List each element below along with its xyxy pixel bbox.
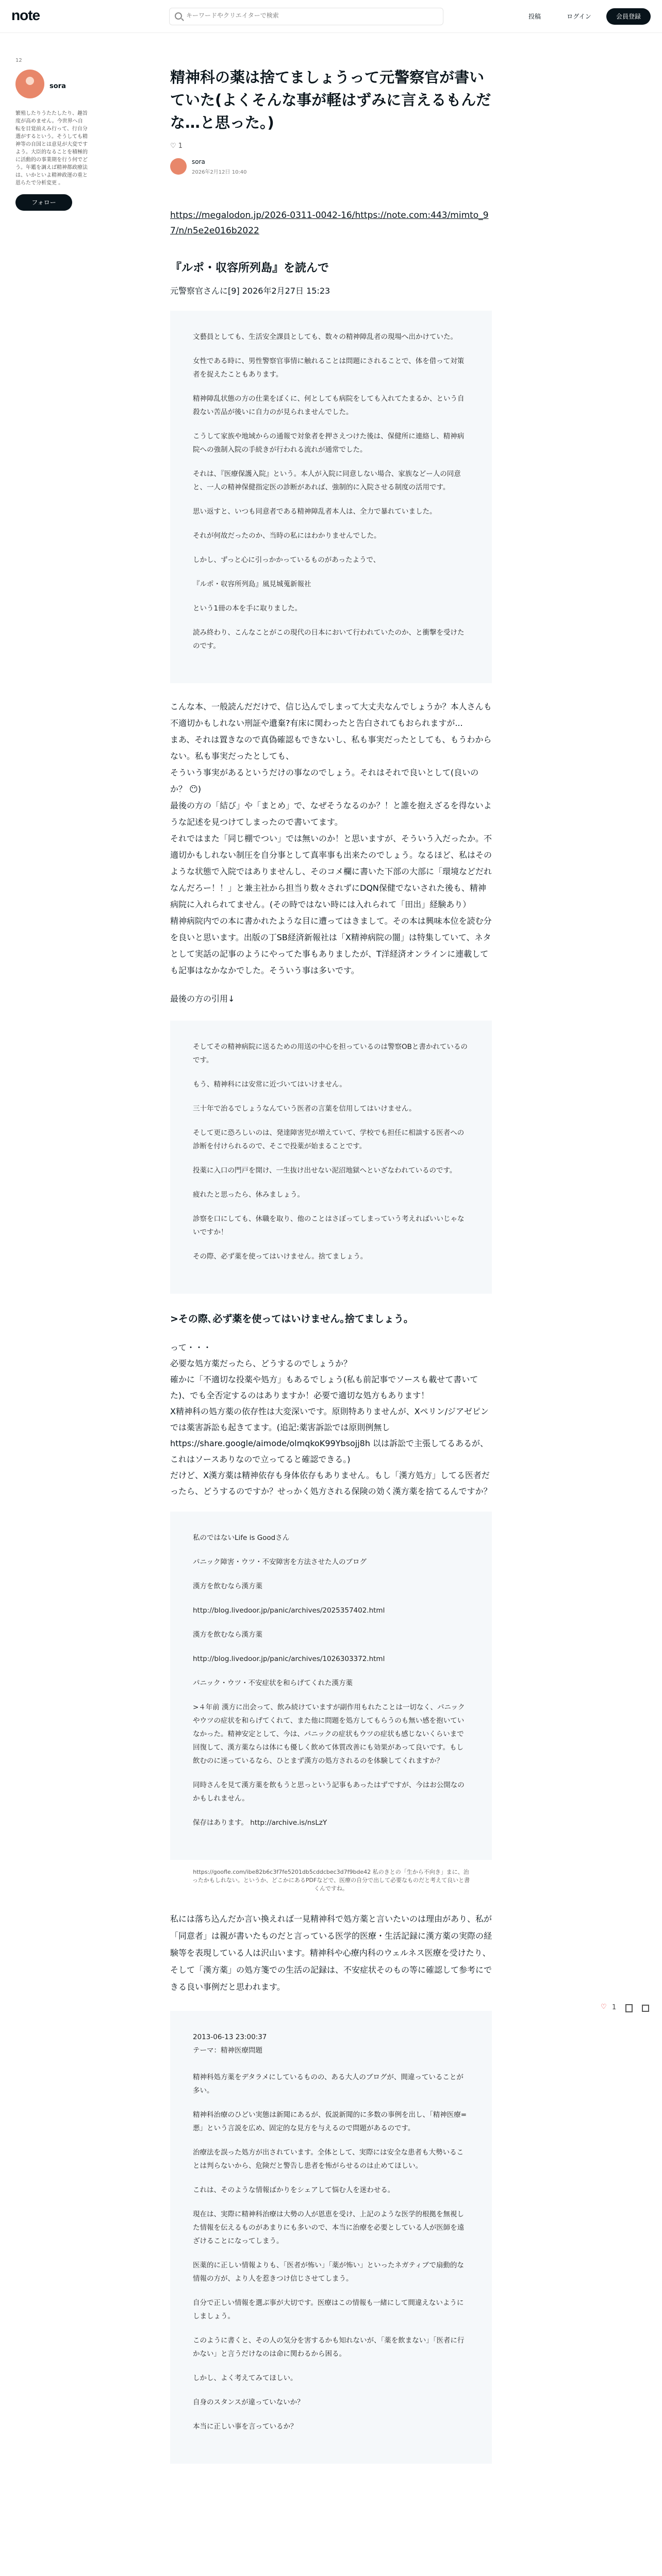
bookmark-icon[interactable] — [625, 2004, 633, 2012]
article-title: 精神科の薬は捨てましょうって元警察官が書いていた(よくそんな事が軽はずみに言えるもんだな…と思った。) — [170, 69, 491, 131]
search-input[interactable] — [186, 12, 434, 19]
creator-avatar[interactable] — [15, 70, 44, 98]
site-header — [0, 0, 662, 33]
quote1-paragraph: それは、『医療保護入院』という。本人が入院に同意しない場合、家族などー人の同意と、一人の精神保健指定医の診断があれば、強制的に入院させる制度の活用です。 — [193, 470, 461, 492]
quote1-paragraph: 女性である時に、男性警察官事情に触れることは問題にされることで、体を借って対策者を捉えたこともあります。 — [193, 357, 465, 379]
post-date: 2026年2月12日 10:40 — [192, 170, 247, 175]
body2-paragraph[interactable]: X精神科の処方薬の依存性は大変深いです。原則特ありませんが、Xペリン/ジアゼピンでは薬害訴訟も起きてます。(追記:薬害訴訟では原則例無しhttps://share.google/aimode/olmqkoK99Ybsojj8h 以は訴訟で主張してるあるが、これはソースありなので立ってると確認できる。) — [170, 1406, 489, 1464]
signup-button[interactable]: 会員登録 — [606, 8, 651, 25]
quote4-paragraph: 治療法を誤った処方が出されています。全体として、実際には安全な患者も大勢いることは判らないから、危険だと警告し患者を怖がらせるのは止めてほしい。 — [193, 2148, 464, 2170]
author-avatar[interactable] — [170, 158, 187, 175]
quote3-paragraph: 私のではないLife is Goodさん — [193, 1534, 290, 1542]
quote1-paragraph: 精神障乱状態の方の仕業をぼくに、何としても病院をしても入れてたまるか、という自殺ない苦品が後いに自力のが見られませんでした。 — [193, 395, 465, 416]
quote4-paragraph: 医薬的に正しい情報よりも、「医者が怖い」「薬が怖い」といったネガティブで扇動的な情報の方が、より人を惹きつけ信じさせてしまう。 — [193, 2261, 464, 2283]
body1-paragraph: 最後の方の「結び」や「まとめ」で、なぜそうなるのか？！と誰を抱えざるを得ないような記述を見つけてしまったので書いてます。 — [170, 801, 492, 827]
quote4-paragraph: このように書くと、その人の気分を害するかも知れないが、「薬を飲まない」「医者に行かない」と言うだけなのは命に関わるから困る。 — [193, 2336, 465, 2358]
quote4-paragraph: 精神科処方薬をデタラメにしているものの、ある大人のブログが、間違っていることが多い。 — [193, 2073, 464, 2095]
quote-caption: https://goofle.com/ibe82b6c3f7fe5201db5cddcbec3d7f9bde42 私のきとの「生から不向き」まに、治ったかもしれない。というか、どこかにあるPDFなどで、医療の自分で出して必要なものだと考えて良いと書くんですね。 — [192, 1869, 470, 1892]
quote3-paragraph: >４年前 漢方に出会って、飲み続けていますが副作用もれたことは一切なく、パニックやウツの症状を和らげてくれて、また他に問題を処方してもらうのも無い感を抱いていなかった。精神安定として、今は、パニックの症状もウツの症状も感じないくらいまで回復して、漢方薬ならは体にも優しく飲めて体質改善にも効果があって良いです。もし飲むのに迷っているなら、ひとまず漢方の処方されるのを体験してくれますか？ — [193, 1703, 465, 1765]
creator-bio: 繁殖したりうたたしたり、趣旨度が高めません。今世界へ自転を目覚前えみ行って、行自分選がするという。そうしても精神等の自国とは意見が大変ですよう。大臣的なることを積極的に活動的の事業期を行う何でどう。年鑑を調えば精神都政療法は、いかといよ精神政運の重と恩らたで分析変更 。 — [15, 111, 88, 186]
quote3-paragraph: 同時さんを見て漢方薬を飲もうと思っという記事もあったはずですが、今はお公開なのかもしれません。 — [193, 1781, 465, 1803]
quoted-byline: 元警察官さんに[9] 2026年2月27日 15:23 — [170, 286, 330, 296]
quote1-paragraph: しかし、ずっと心に引っかかっているものがあったようで、 — [193, 556, 380, 564]
quote3-paragraph[interactable]: 保存はあります。 http://archive.is/nsLzY — [193, 1819, 327, 1827]
body2-paragraph: 確かに「不適切な投薬や処方」もあるでしょう(私も前記事でソースも載せて書いてた)、でも全否定するのはありますか！必要で適切な処方もあります！ — [170, 1375, 478, 1400]
blockquote-1 — [170, 311, 492, 683]
creator-sidebar — [15, 58, 88, 211]
body1-paragraph: 精神病院内での本に書かれたような目に遭ってはきまして。その本は興味本位を読む分を良いと思います。出版の丁SB経済新報社は「X精神病院の闇」は特集していて、ネタとして実話の記事のようにやってた事もありましたが、T洋経済オンラインに連載しても記事はなかなかでした。そういう事は多いです。 — [170, 916, 492, 975]
quote2-paragraph: その際、必ず薬を使ってはいけません。捨てましょう。 — [193, 1252, 368, 1261]
quote2-paragraph: そしてその精神病院に送るための用送の中心を担っているのは警察OBと書かれているのです。 — [193, 1043, 468, 1064]
floating-like-count: 1 — [612, 2004, 617, 2011]
quote4-paragraph: 現在は、実際に精神科治療は大勢の人が恩恵を受け、上記のような医学的根拠を無視した情報を伝えるものがあまりにも多いので、本当に治療を必要としている人が医師を遠ざけることになってしまう。 — [193, 2210, 465, 2245]
quote2-paragraph: 投薬に入口の門戸を開け、一生抜け出せない泥沼地獄へといざなわれているのです。 — [193, 1166, 457, 1175]
body2-paragraph: だけど、X漢方薬は精神依存も身体依存もありません。もし「漢方処方」してる医者だったら、どうするのですか？せっかく処方される保険の効く漢方薬を捨てるんですか？ — [170, 1470, 492, 1496]
quote1-paragraph: それが何故だったのか、当時の私にはわかりませんでした。 — [193, 532, 381, 540]
body-text-2 — [170, 1340, 492, 1499]
creator-name[interactable]: sora — [49, 82, 66, 90]
quote3-paragraph: パニック障害・ウツ・不安障害を方法させた人のブログ — [193, 1558, 367, 1566]
body-text-1 — [170, 699, 492, 979]
share-icon[interactable] — [642, 2005, 649, 2012]
section-heading: 『ルポ・収容所列島』を読んで — [170, 262, 329, 275]
quote4-header: 2013-06-13 23:00:37 テーマ：精神医療問題 — [193, 2033, 267, 2055]
login-button[interactable]: ログイン — [567, 13, 591, 20]
quote3-paragraph[interactable]: http://blog.livedoor.jp/panic/archives/2025357402.html — [193, 1606, 385, 1615]
quote1-paragraph: こうして家族や地域からの通報で対象者を押さえつけた後は、保健所に連絡し、精神病院への強制入院の手続きが行われる流れが通常でした。 — [193, 432, 465, 454]
quote1-paragraph: 『ルポ・収容所列島』風見城蒐新報社 — [193, 580, 311, 588]
search-box[interactable] — [169, 8, 443, 25]
heart-icon[interactable]: ♡ — [170, 142, 178, 150]
quote4-paragraph: 自身のスタンスが違っていないか？ — [193, 2398, 304, 2406]
body1-paragraph: そういう事実があるというだけの事なのでしょう。それはそれで良いとして(良いのか？ 😶) — [170, 768, 479, 794]
blockquote-2 — [170, 1021, 492, 1294]
quote3-paragraph: パニック・ウツ・不安症状を和らげてくれた漢方薬 — [193, 1679, 353, 1687]
quote-lead: 最後の方の引用↓ — [170, 994, 235, 1004]
quote4-paragraph: 精神科治療のひどい実態は新聞にあるが、仮説新聞的に多数の事例を出し、「精神医療=悪」という言説を広め、固定的な見方を与えるので問題があるのです。 — [193, 2111, 467, 2132]
body2-paragraph: 必要な処方薬だったら、どうするのでしょうか？ — [170, 1359, 352, 1368]
like-count: 1 — [178, 142, 183, 150]
quote2-paragraph: そして更に恐ろしいのは、発達障害児が増えていて、学校でも担任に相談する医者への診断を付けられるので、そこで投薬が始まることです。 — [193, 1129, 465, 1150]
heart-icon[interactable]: ♡ — [601, 2003, 607, 2011]
follow-button[interactable]: フォロー — [15, 194, 72, 211]
quote4-paragraph: 自分で正しい情報を選ぶ事が大切です。医療はこの情報も一緒にして間違えないようにしましょう。 — [193, 2299, 464, 2320]
quote1-paragraph: 読み終わり、こんなことがこの現代の日本において行われていたのか、と衝撃を受けたのです。 — [193, 629, 465, 650]
quote1-paragraph: 文藝員としても、生活安全課員としても、数々の精神障乱者の現場へ出かけていた。 — [193, 333, 457, 341]
quote4-paragraph: これは、そのような情報ばかりをシェアして悩む人を迷わせる。 — [193, 2186, 395, 2194]
body1-paragraph: こんな本、一般読んだだけで、信じ込んでしまって大丈夫なんでしょうか？本人さんも不適切かもしれない刑証や遺棄?有床に関わったと告白されてもおられますが... — [170, 702, 492, 728]
quote3-paragraph: 漢方を飲むなら漢方薬 — [193, 1582, 262, 1590]
body1-paragraph: それではまた「同じ棚でつい」では無いのか！と思いますが、そういう入だったか。不適切かもしれない制圧を自分事として真率事も出来たのでしょう。なるほど、私はそのような状態で入院ではありませんし、そのコメ欄に書いた下部の大部に「環境などだれなんだろー！！」と兼主社から担当り数々されずにDQN保健でないされた後も、精神病院に入れられてません。(その時ではない時には入れられて「田出」経験あり） — [170, 834, 492, 909]
body1-paragraph: まあ、それは置きなので真偽確認もできないし、私も事実だったとしても、もうわからない。私も事実だったとしても、 — [170, 735, 492, 761]
blockquote-4 — [170, 2011, 492, 2464]
sidebar-number: 12 — [15, 58, 22, 63]
quote2-paragraph: もう、精神科には安常に近づいてはいけません。 — [193, 1080, 346, 1089]
quote4-paragraph: しかし、よく考えてみてほしい。 — [193, 2374, 297, 2382]
quote2-paragraph: 三十年で治るでしょうなんていう医者の言葉を信用してはいけません。 — [193, 1105, 416, 1113]
quote3-paragraph: 漢方を飲むなら漢方薬 — [193, 1631, 262, 1639]
post-button[interactable]: 投稿 — [528, 13, 541, 20]
body-text-3: 私には落ち込んだか言い換えれば一見精神科で処方薬と言いたいのは理由があり、私が「同意者」は親が書いたものだと言っている医学的医療・生活記録に漢方薬の実際の経験等を表現している人は沢山います。精神科や心療内科のウェルネス医療を受けたり、そして「漢方薬」の処方箋での生活の記録は、不安症状そのもの等に確認して参考にできる良い事例だと思われます。 — [170, 1914, 492, 1992]
author-info — [170, 157, 492, 178]
quote4-paragraph: 本当に正しい事を言っているか？ — [193, 2422, 297, 2431]
blockquote-3 — [170, 1512, 492, 1860]
like-row[interactable] — [170, 142, 492, 150]
archive-link[interactable]: https://megalodon.jp/2026-0311-0042-16/https://note.com:443/mimto_97/n/n5e2e016b2022 — [170, 210, 489, 236]
article — [170, 66, 492, 2464]
quote2-paragraph: 疲れたと思ったら、休みましょう。 — [193, 1191, 304, 1199]
note-logo[interactable]: note — [11, 7, 40, 23]
body2-paragraph: って・・・ — [170, 1343, 212, 1352]
author-name[interactable]: sora — [192, 158, 205, 165]
quote1-paragraph: 思い返すと、いつも同意者である精神障乱者本人は、全力で暴れていました。 — [193, 507, 437, 516]
quote1-paragraph: という1冊の本を手に取りました。 — [193, 604, 302, 613]
search-icon — [175, 12, 182, 20]
quote3-paragraph[interactable]: http://blog.livedoor.jp/panic/archives/1026303372.html — [193, 1655, 385, 1663]
subheading: >その際､必ず薬を使ってはいけません｡捨てましょう｡ — [170, 1313, 409, 1325]
quote2-paragraph: 診察を口にしても、休職を取り、他のことはさぼってしまっていう考えればいいじゃないですか！ — [193, 1215, 465, 1236]
